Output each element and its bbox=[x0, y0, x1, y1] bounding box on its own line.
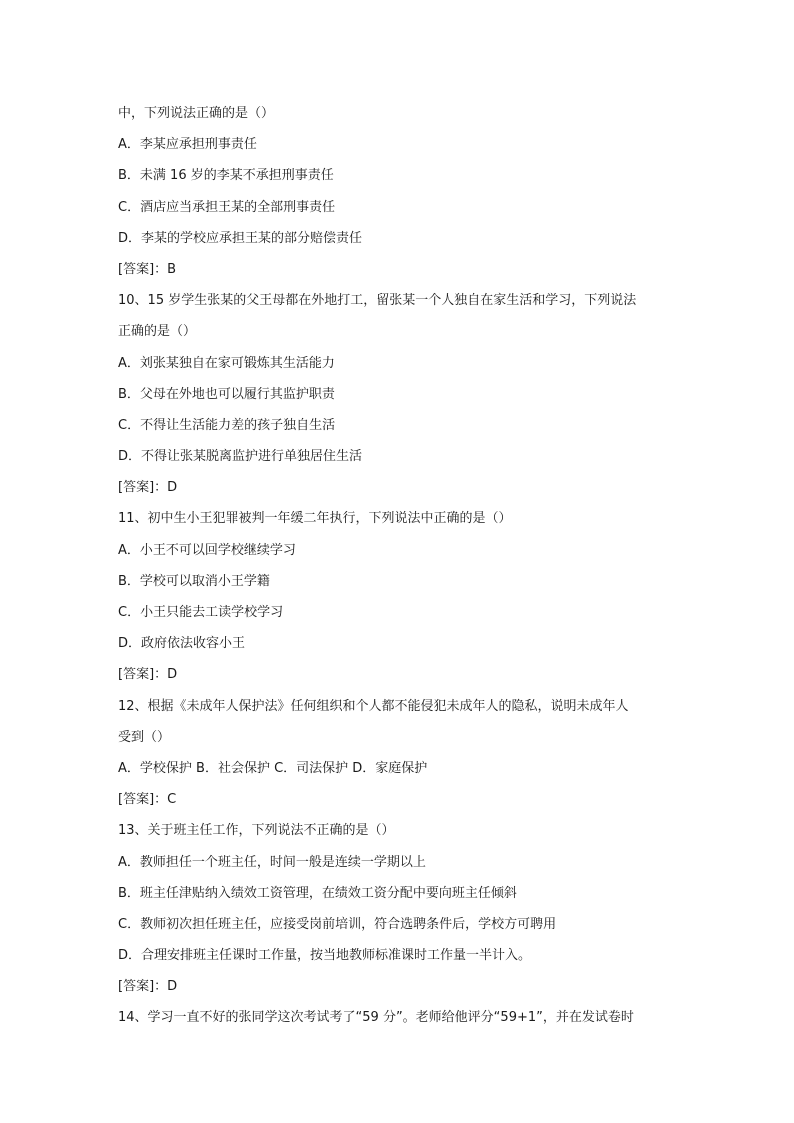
question-11-stem: 11、初中生小王犯罪被判一年缓二年执行，下列说法中正确的是（） bbox=[118, 511, 512, 527]
question-stem-continuation: 中，下列说法正确的是（） bbox=[118, 106, 275, 121]
question-10-stem-continuation: 正确的是（） bbox=[118, 324, 197, 340]
question-13-stem: 13、关于班主任工作，下列说法不正确的是（） bbox=[118, 823, 395, 839]
option-a: A．教师担任一个班主任，时间一般是连续一学期以上 bbox=[118, 854, 426, 870]
answer: [答案]：D bbox=[118, 480, 178, 496]
option-b: B．学校可以取消小王学籍 bbox=[118, 573, 270, 589]
option-d: D．政府依法收容小王 bbox=[118, 636, 246, 652]
question-12-stem-continuation: 受到（） bbox=[118, 729, 171, 745]
option-d: D．李某的学校应承担王某的部分赔偿责任 bbox=[118, 230, 363, 246]
options-inline: A．学校保护 B．社会保护 C．司法保护 D．家庭保护 bbox=[118, 760, 428, 776]
answer: [答案]：C bbox=[118, 792, 177, 808]
question-12-stem: 12、根据《未成年人保护法》任何组织和个人都不能侵犯未成年人的隐私，说明未成年人 bbox=[118, 698, 629, 714]
option-d: D．不得让张某脱离监护进行单独居住生活 bbox=[118, 449, 363, 465]
option-b: B．父母在外地也可以履行其监护职责 bbox=[118, 386, 335, 402]
option-c: C．酒店应当承担王某的全部刑事责任 bbox=[118, 199, 336, 215]
option-c: C．小王只能去工读学校学习 bbox=[118, 605, 284, 620]
document-body bbox=[118, 98, 678, 1034]
option-a: A．李某应承担刑事责任 bbox=[118, 137, 257, 153]
question-14-stem: 14、学习一直不好的张同学这次考试考了“59 分”。老师给他评分“59+1”，并在发试卷时 bbox=[118, 1010, 634, 1026]
option-d: D．合理安排班主任课时工作量，按当地教师标准课时工作量一半计入。 bbox=[118, 948, 532, 964]
option-a: A．小王不可以回学校继续学习 bbox=[118, 542, 296, 558]
option-c: C．教师初次担任班主任，应接受岗前培训，符合选聘条件后，学校方可聘用 bbox=[118, 916, 557, 932]
option-b: B．班主任津贴纳入绩效工资管理，在绩效工资分配中要向班主任倾斜 bbox=[118, 885, 517, 901]
option-b: B．未满 16 岁的李某不承担刑事责任 bbox=[118, 168, 334, 184]
question-10-stem: 10、15 岁学生张某的父王母都在外地打工，留张某一个人独自在家生活和学习，下列说法 bbox=[118, 293, 637, 309]
option-a: A．刘张某独自在家可锻炼其生活能力 bbox=[118, 355, 335, 371]
answer: [答案]：D bbox=[118, 979, 178, 995]
answer: [答案]：D bbox=[118, 667, 178, 683]
answer: [答案]：B bbox=[118, 261, 177, 277]
option-c: C．不得让生活能力差的孩子独自生活 bbox=[118, 417, 336, 433]
